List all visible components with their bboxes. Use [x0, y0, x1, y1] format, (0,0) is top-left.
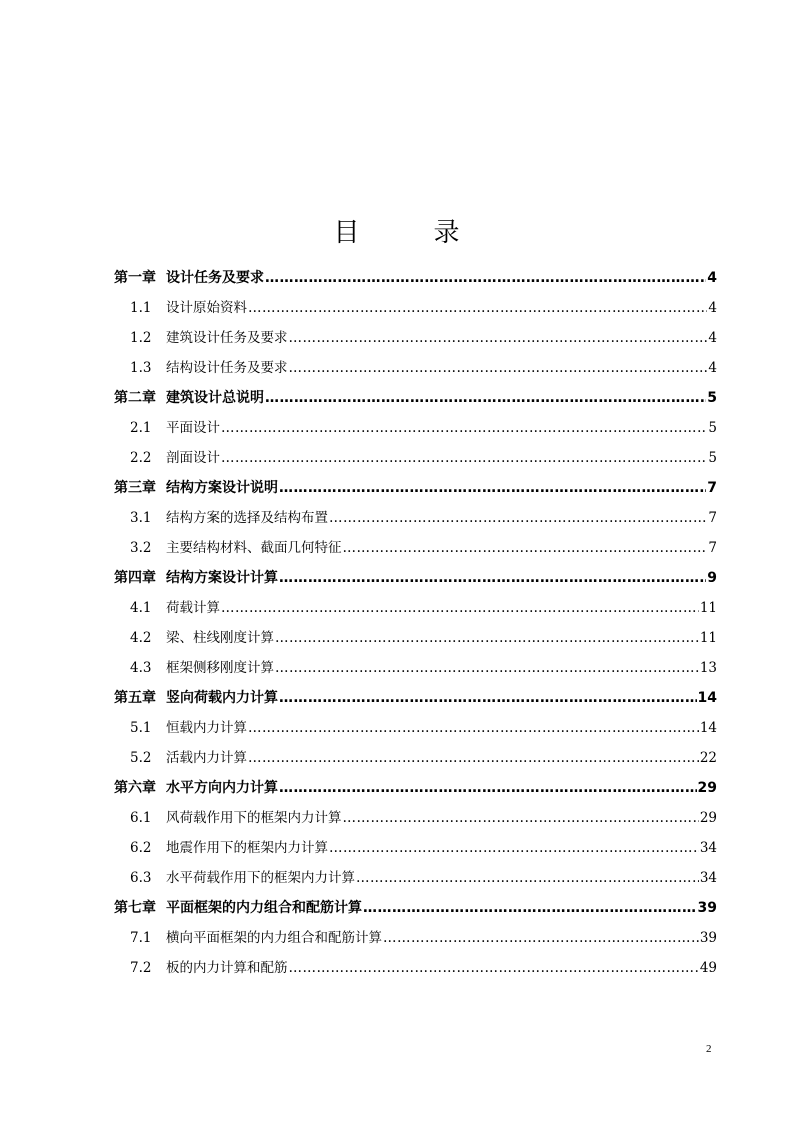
- toc-entry-label: 建筑设计任务及要求: [166, 330, 288, 346]
- toc-entry-number: 3.1: [130, 510, 152, 526]
- toc-entry-number: 第一章: [114, 270, 156, 286]
- toc-entry-label: 建筑设计总说明: [166, 390, 264, 406]
- toc-entry-page: 11: [699, 600, 717, 616]
- toc-dot-leader: [265, 263, 706, 293]
- toc-entry-label: 剖面设计: [166, 450, 220, 466]
- toc-entry-number: 4.1: [130, 600, 152, 616]
- toc-dot-leader: [289, 323, 708, 353]
- toc-dot-leader: [289, 953, 699, 983]
- toc-entry-label: 板的内力计算和配筋: [166, 960, 288, 976]
- toc-dot-leader: [248, 293, 707, 323]
- toc-dot-leader: [279, 473, 706, 503]
- toc-entry-page: 22: [699, 750, 717, 766]
- toc-entry-number: 7.2: [130, 960, 152, 976]
- toc-entry-page: 34: [699, 870, 717, 886]
- table-of-contents: [114, 263, 717, 983]
- toc-entry-label: 水平方向内力计算: [166, 780, 278, 796]
- toc-entry-label: 结构方案设计说明: [166, 480, 278, 496]
- toc-entry-page: 7: [707, 480, 717, 496]
- toc-entry-page: 4: [708, 360, 717, 376]
- toc-entry-label: 梁、柱线刚度计算: [166, 630, 274, 646]
- toc-entry-number: 2.2: [130, 450, 152, 466]
- toc-entry-number: 4.2: [130, 630, 152, 646]
- toc-entry-page: 5: [708, 420, 717, 436]
- toc-entry-page: 4: [707, 270, 717, 286]
- toc-entry-page: 4: [708, 330, 717, 346]
- toc-entry-number: 2.1: [130, 420, 152, 436]
- toc-entry-number: 6.3: [130, 870, 152, 886]
- toc-section-entry[interactable]: [114, 533, 717, 563]
- toc-entry-label: 结构方案的选择及结构布置: [166, 510, 328, 526]
- toc-dot-leader: [248, 743, 699, 773]
- toc-entry-page: 49: [699, 960, 717, 976]
- toc-section-entry[interactable]: [114, 353, 717, 383]
- toc-entry-number: 1.2: [130, 330, 152, 346]
- toc-section-entry[interactable]: [114, 293, 717, 323]
- toc-entry-number: 5.2: [130, 750, 152, 766]
- toc-dot-leader: [279, 683, 697, 713]
- toc-section-entry[interactable]: [114, 323, 717, 353]
- toc-entry-page: 9: [707, 570, 717, 586]
- toc-chapter-entry[interactable]: [114, 263, 717, 293]
- toc-entry-number: 第七章: [114, 900, 156, 916]
- toc-section-entry[interactable]: [114, 623, 717, 653]
- toc-entry-number: 3.2: [130, 540, 152, 556]
- toc-entry-number: 7.1: [130, 930, 152, 946]
- toc-entry-number: 6.1: [130, 810, 152, 826]
- toc-entry-label: 平面设计: [166, 420, 220, 436]
- toc-section-entry[interactable]: [114, 413, 717, 443]
- toc-dot-leader: [363, 893, 697, 923]
- toc-chapter-entry[interactable]: [114, 773, 717, 803]
- toc-dot-leader: [221, 593, 699, 623]
- toc-entry-label: 恒载内力计算: [166, 720, 247, 736]
- toc-section-entry[interactable]: [114, 833, 717, 863]
- toc-entry-number: 1.1: [130, 300, 152, 316]
- toc-chapter-entry[interactable]: [114, 563, 717, 593]
- toc-entry-label: 横向平面框架的内力组合和配筋计算: [166, 930, 382, 946]
- toc-dot-leader: [329, 503, 707, 533]
- toc-section-entry[interactable]: [114, 803, 717, 833]
- toc-entry-page: 7: [708, 540, 717, 556]
- toc-entry-page: 39: [697, 900, 717, 916]
- page-number: 2: [706, 1043, 712, 1055]
- toc-section-entry[interactable]: [114, 953, 717, 983]
- toc-dot-leader: [248, 713, 699, 743]
- toc-entry-label: 结构设计任务及要求: [166, 360, 288, 376]
- toc-entry-label: 设计任务及要求: [166, 270, 264, 286]
- toc-entry-label: 地震作用下的框架内力计算: [166, 840, 328, 856]
- toc-entry-label: 活载内力计算: [166, 750, 247, 766]
- toc-dot-leader: [356, 863, 699, 893]
- toc-chapter-entry[interactable]: [114, 383, 717, 413]
- toc-dot-leader: [221, 413, 707, 443]
- toc-entry-label: 风荷载作用下的框架内力计算: [166, 810, 342, 826]
- toc-entry-page: 5: [708, 450, 717, 466]
- toc-section-entry[interactable]: [114, 443, 717, 473]
- toc-section-entry[interactable]: [114, 863, 717, 893]
- toc-entry-label: 竖向荷载内力计算: [166, 690, 278, 706]
- toc-entry-number: 6.2: [130, 840, 152, 856]
- toc-entry-label: 设计原始资料: [166, 300, 247, 316]
- toc-entry-number: 第四章: [114, 570, 156, 586]
- toc-dot-leader: [265, 383, 706, 413]
- toc-chapter-entry[interactable]: [114, 893, 717, 923]
- toc-chapter-entry[interactable]: [114, 683, 717, 713]
- toc-entry-page: 29: [699, 810, 717, 826]
- toc-entry-label: 水平荷载作用下的框架内力计算: [166, 870, 355, 886]
- toc-entry-number: 第六章: [114, 780, 156, 796]
- toc-entry-label: 主要结构材料、截面几何特征: [166, 540, 342, 556]
- toc-entry-page: 11: [699, 630, 717, 646]
- toc-dot-leader: [329, 833, 699, 863]
- toc-entry-number: 5.1: [130, 720, 152, 736]
- toc-dot-leader: [343, 533, 708, 563]
- toc-entry-page: 14: [697, 690, 717, 706]
- toc-section-entry[interactable]: [114, 713, 717, 743]
- toc-dot-leader: [289, 353, 708, 383]
- toc-dot-leader: [279, 563, 706, 593]
- toc-entry-page: 4: [708, 300, 717, 316]
- toc-section-entry[interactable]: [114, 593, 717, 623]
- toc-section-entry[interactable]: [114, 653, 717, 683]
- toc-entry-label: 平面框架的内力组合和配筋计算: [166, 900, 362, 916]
- toc-entry-label: 荷载计算: [166, 600, 220, 616]
- toc-dot-leader: [343, 803, 699, 833]
- toc-entry-number: 第五章: [114, 690, 156, 706]
- toc-section-entry[interactable]: [114, 503, 717, 533]
- toc-entry-page: 29: [697, 780, 717, 796]
- toc-entry-page: 7: [708, 510, 717, 526]
- toc-entry-page: 13: [699, 660, 717, 676]
- toc-dot-leader: [279, 773, 697, 803]
- toc-section-entry[interactable]: [114, 923, 717, 953]
- toc-section-entry[interactable]: [114, 743, 717, 773]
- toc-entry-page: 34: [699, 840, 717, 856]
- toc-entry-number: 4.3: [130, 660, 152, 676]
- toc-entry-page: 39: [699, 930, 717, 946]
- toc-entry-number: 1.3: [130, 360, 152, 376]
- toc-dot-leader: [221, 443, 707, 473]
- toc-entry-label: 框架侧移刚度计算: [166, 660, 274, 676]
- toc-chapter-entry[interactable]: [114, 473, 717, 503]
- toc-dot-leader: [383, 923, 699, 953]
- toc-entry-page: 5: [707, 390, 717, 406]
- toc-dot-leader: [275, 653, 699, 683]
- toc-dot-leader: [275, 623, 699, 653]
- toc-entry-number: 第三章: [114, 480, 156, 496]
- page-title: 目 录: [333, 218, 484, 248]
- toc-entry-page: 14: [699, 720, 717, 736]
- toc-entry-label: 结构方案设计计算: [166, 570, 278, 586]
- toc-entry-number: 第二章: [114, 390, 156, 406]
